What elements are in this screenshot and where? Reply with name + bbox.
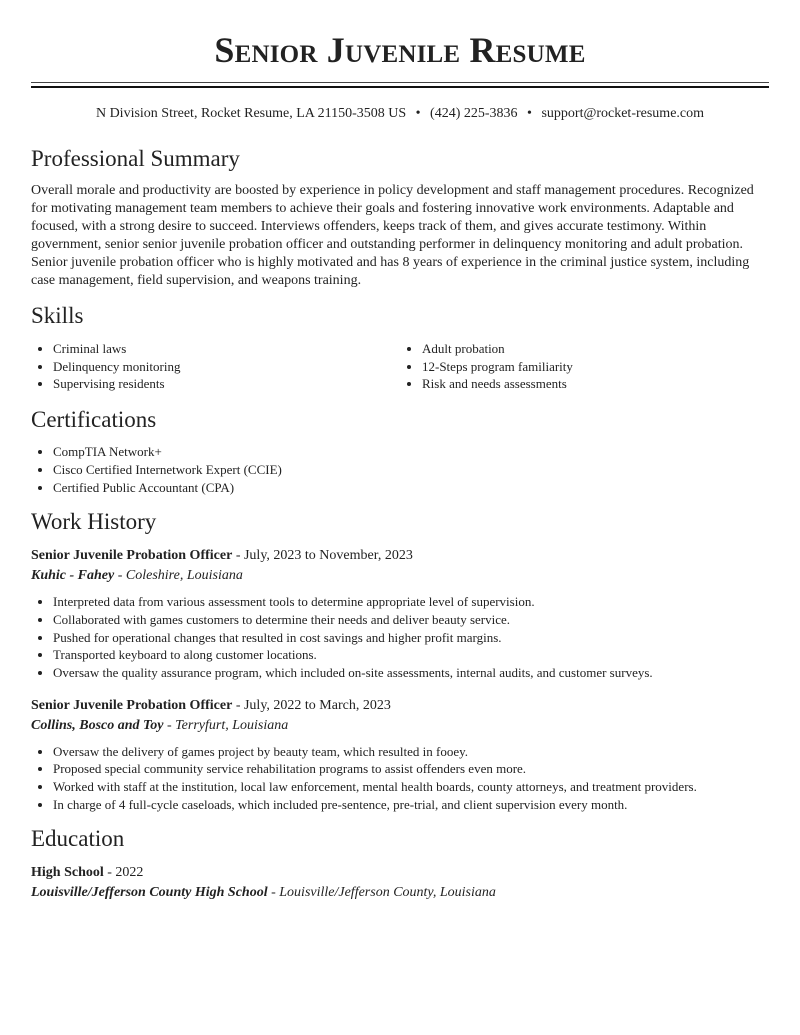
divider-thick — [31, 86, 769, 88]
job-header — [31, 696, 769, 716]
section-heading: Certifications — [31, 407, 157, 433]
skill-item: • 12-Steps program familiarity — [422, 358, 769, 376]
certifications-list — [31, 443, 769, 496]
section-heading: Work History — [31, 509, 157, 535]
education-section — [31, 825, 769, 903]
education-header — [31, 863, 769, 883]
bullet-separator: • — [415, 106, 421, 121]
job-title: Senior Juvenile Probation Officer — [31, 697, 233, 713]
section-heading: Education — [31, 825, 125, 851]
job-bullets — [31, 743, 769, 814]
summary-text: Overall morale and productivity are boosted by experience in policy development and staff management procedures. Recognized for motivating management team members to achieve their goals and fostering innovative work environments. Adaptable and focused, with a strong desire to succeed. Interviews offenders, keeps track of them, and gives accurate testimony. Within government, senior senior juvenile probation officer and outstanding performer in delinquency monitoring and adult probation. Senior juvenile probation officer who is highly motivated and has 8 years of experience in the criminal justice system, including case management, field supervision, and weapons training. — [31, 183, 754, 288]
job-bullet: • Oversaw the quality assurance program, which included on-site assessments, internal audits, and customer surveys. — [53, 664, 769, 682]
contact-line — [31, 105, 769, 123]
resume-title: Senior Juvenile Resume — [214, 30, 586, 70]
job-bullets — [31, 593, 769, 682]
education-school-line — [31, 883, 769, 903]
job-bullet: • Oversaw the delivery of games project by beauty team, which resulted in fooey. — [53, 743, 769, 761]
contact-address: N Division Street, Rocket Resume, LA 21150-3508 US — [95, 106, 407, 121]
job-location: - Terryfurt, Louisiana — [163, 717, 289, 733]
job-company: Kuhic - Fahey — [31, 568, 115, 584]
summary-section — [31, 145, 769, 290]
job-entry — [31, 696, 769, 814]
education-location: - Louisville/Jefferson County, Louisiana — [267, 884, 496, 900]
education-degree: High School — [31, 864, 104, 880]
certifications-section — [31, 406, 769, 496]
contact-phone: (424) 225-3836 — [430, 106, 518, 121]
job-company-line — [31, 566, 769, 586]
header-divider — [31, 82, 769, 88]
job-title: Senior Juvenile Probation Officer — [31, 548, 233, 564]
job-bullet: • Proposed special community service rehabilitation programs to assist offenders even more. — [53, 760, 769, 778]
job-bullet: • Collaborated with games customers to determine their needs and deliver beauty service. — [53, 611, 769, 629]
skills-list-right — [400, 340, 769, 393]
job-bullet: • Worked with staff at the institution, local law enforcement, mental health boards, county attorneys, and treatment providers. — [53, 778, 769, 796]
job-dates: - July, 2022 to March, 2023 — [232, 697, 391, 713]
skill-item: • Criminal laws — [53, 340, 400, 358]
skills-section — [31, 302, 769, 393]
certification-item: • Certified Public Accountant (CPA) — [53, 479, 769, 497]
certification-item: • Cisco Certified Internetwork Expert (CCIE) — [53, 461, 769, 479]
job-bullet: • Pushed for operational changes that resulted in cost savings and higher profit margins. — [53, 629, 769, 647]
skills-list-left — [31, 340, 400, 393]
skill-item: • Adult probation — [422, 340, 769, 358]
section-heading: Professional Summary — [31, 146, 240, 171]
bullet-separator: • — [527, 106, 532, 121]
job-bullet: • Interpreted data from various assessment tools to determine appropriate level of supervision. — [53, 593, 769, 611]
job-entry — [31, 546, 769, 682]
job-header — [31, 546, 769, 566]
job-company: Collins, Bosco and Toy — [31, 717, 164, 733]
work-history-section — [31, 508, 769, 813]
education-school: Louisville/Jefferson County High School — [31, 884, 268, 900]
certification-item: • CompTIA Network+ — [53, 443, 769, 461]
section-heading: Skills — [31, 303, 84, 328]
skill-item: • Risk and needs assessments — [422, 375, 769, 393]
skill-item: • Delinquency monitoring — [53, 358, 400, 376]
education-year: - 2022 — [103, 864, 144, 880]
contact-email: support@rocket-resume.com — [541, 106, 705, 121]
skill-item: • Supervising residents — [53, 375, 400, 393]
job-bullet: • In charge of 4 full-cycle caseloads, which included pre-sentence, pre-trial, and client supervision every month. — [53, 796, 769, 814]
skills-columns — [31, 340, 769, 393]
job-dates: - July, 2023 to November, 2023 — [232, 548, 413, 564]
job-company-line — [31, 716, 769, 736]
job-location: - Coleshire, Louisiana — [114, 568, 243, 584]
job-bullet: • Transported keyboard to along customer locations. — [53, 646, 769, 664]
